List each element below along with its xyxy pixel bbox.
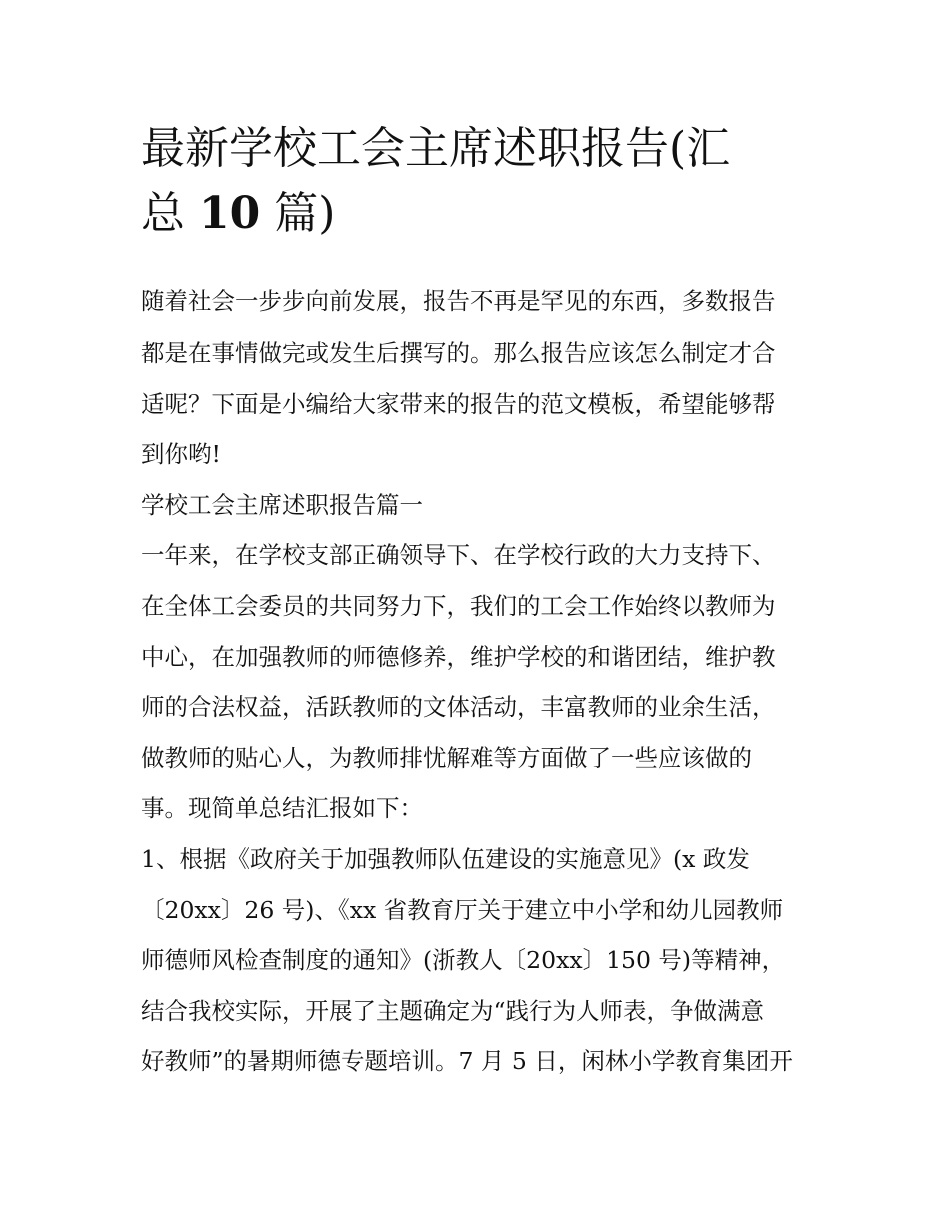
title-line-2-number: 10 bbox=[199, 188, 261, 239]
intro-line: 都是在事情做完或发生后撰写的。那么报告应该怎么制定才合 bbox=[141, 339, 776, 367]
body-line: 好教师”的暑期师德专题培训。7 月 5 日，闲林小学教育集团开 bbox=[141, 1047, 793, 1075]
body-line: 〔20xx〕26 号)、《xx 省教育厅关于建立中小学和幼儿园教师 bbox=[141, 896, 784, 924]
body-line: 师德师风检查制度的通知》(浙教人〔20xx〕150 号)等精神， bbox=[141, 946, 786, 974]
body-line: 结合我校实际，开展了主题确定为“践行为人师表，争做满意 bbox=[141, 997, 765, 1025]
title-line-2-prefix: 总 bbox=[141, 188, 199, 239]
body-line: 一年来，在学校支部正确领导下、在学校行政的大力支持下、 bbox=[141, 541, 776, 569]
title-line-2-suffix: 篇) bbox=[260, 188, 336, 239]
body-line: 在全体工会委员的共同努力下，我们的工会工作始终以教师为 bbox=[141, 592, 776, 620]
title-line-1: 最新学校工会主席述职报告(汇 bbox=[141, 123, 731, 174]
intro-line: 随着社会一步步向前发展，报告不再是罕见的东西，多数报告 bbox=[141, 287, 776, 315]
page-title bbox=[141, 116, 821, 246]
body-line: 事。现简单总结汇报如下： bbox=[141, 794, 423, 822]
body-line: 师的合法权益，活跃教师的文体活动，丰富教师的业余生活， bbox=[141, 693, 776, 721]
section-heading: 学校工会主席述职报告篇一 bbox=[141, 491, 423, 519]
body-line: 做教师的贴心人，为教师排忧解难等方面做了一些应该做的 bbox=[141, 744, 752, 772]
intro-line: 适呢？下面是小编给大家带来的报告的范文模板，希望能够帮 bbox=[141, 390, 776, 418]
intro-line: 到你哟! bbox=[141, 440, 221, 468]
body-line: 中心，在加强教师的师德修养，维护学校的和谐团结，维护教 bbox=[141, 643, 776, 671]
body-line: 1、根据《政府关于加强教师队伍建设的实施意见》(x 政发 bbox=[141, 845, 750, 873]
